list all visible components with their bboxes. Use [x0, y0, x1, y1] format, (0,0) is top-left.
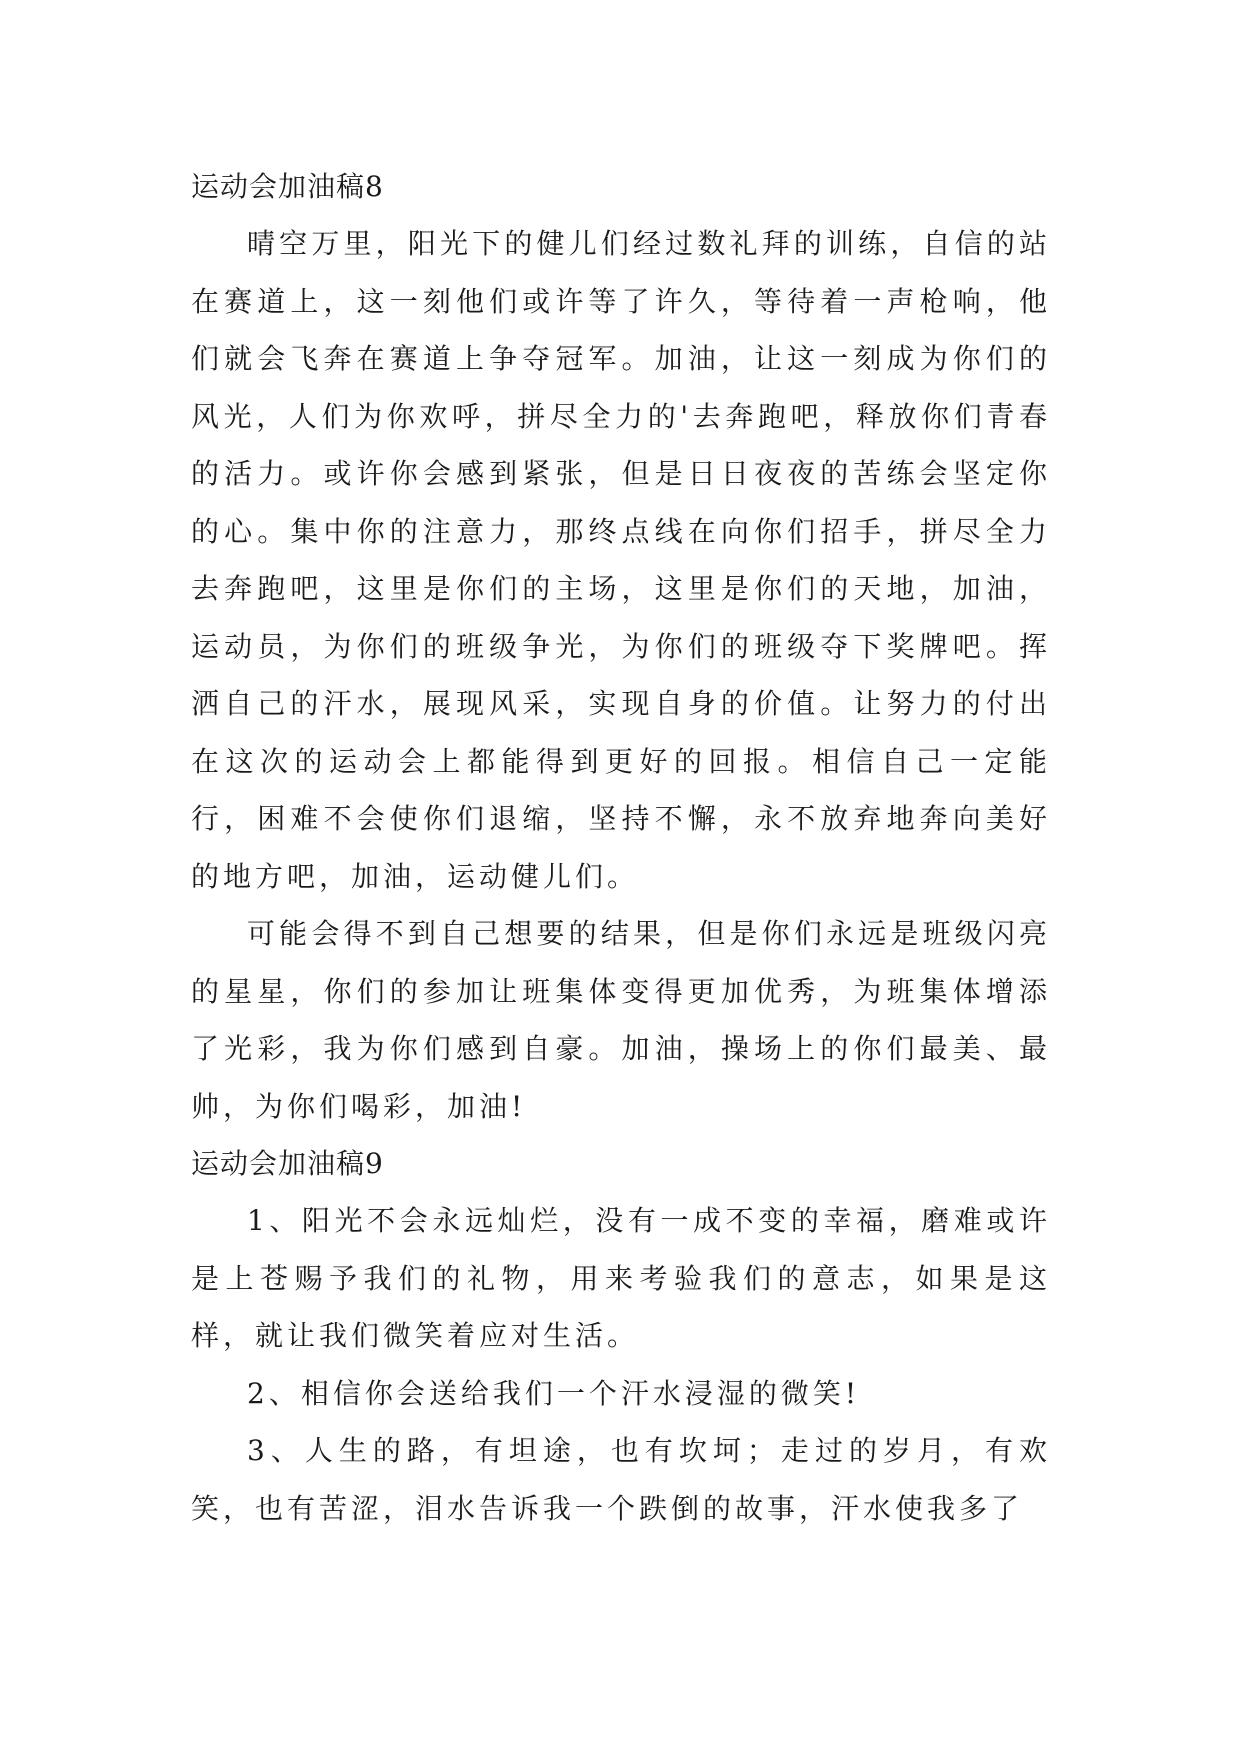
paragraph: 可能会得不到自己想要的结果，但是你们永远是班级闪亮的星星，你们的参加让班集体变得更加优秀，为班集体增添了光彩，我为你们感到自豪。加油，操场上的你们最美、最帅，为你们喝彩，加油!: [191, 917, 1051, 1123]
paragraph: 晴空万里，阳光下的健儿们经过数礼拜的训练，自信的站在赛道上，这一刻他们或许等了许久，等待着一声枪响，他们就会飞奔在赛道上争夺冠军。加油，让这一刻成为你们的风光，人们为你欢呼，拼尽全力的'去奔跑吧，释放你们青春的活力。或许你会感到紧张，但是日日夜夜的苦练会坚定你的心。集中你的注意力，那终点线在向你们招手，拼尽全力去奔跑吧，这里是你们的主场，这里是你们的天地，加油，运动员，为你们的班级争光，为你们的班级夺下奖牌吧。挥洒自己的汗水，展现风采，实现自身的价值。让努力的付出在这次的运动会上都能得到更好的回报。相信自己一定能行，困难不会使你们退缩，坚持不懈，永不放弃地奔向美好的地方吧，加油，运动健儿们。: [191, 227, 1051, 893]
paragraph: 3、人生的路，有坦途，也有坎坷；走过的岁月，有欢笑，也有苦涩，泪水告诉我一个跌倒的故事，汗水使我多了: [191, 1434, 1051, 1525]
paragraph: 2、相信你会送给我们一个汗水浸湿的微笑!: [247, 1376, 861, 1410]
document-body: [191, 158, 1051, 1537]
section-title-9: 运动会加油稿9: [191, 1147, 384, 1180]
section-title-8: 运动会加油稿8: [191, 170, 384, 203]
paragraph: 1、阳光不会永远灿烂，没有一成不变的幸福，磨难或许是上苍赐予我们的礼物，用来考验我们的意志，如果是这样，就让我们微笑着应对生活。: [191, 1204, 1051, 1352]
